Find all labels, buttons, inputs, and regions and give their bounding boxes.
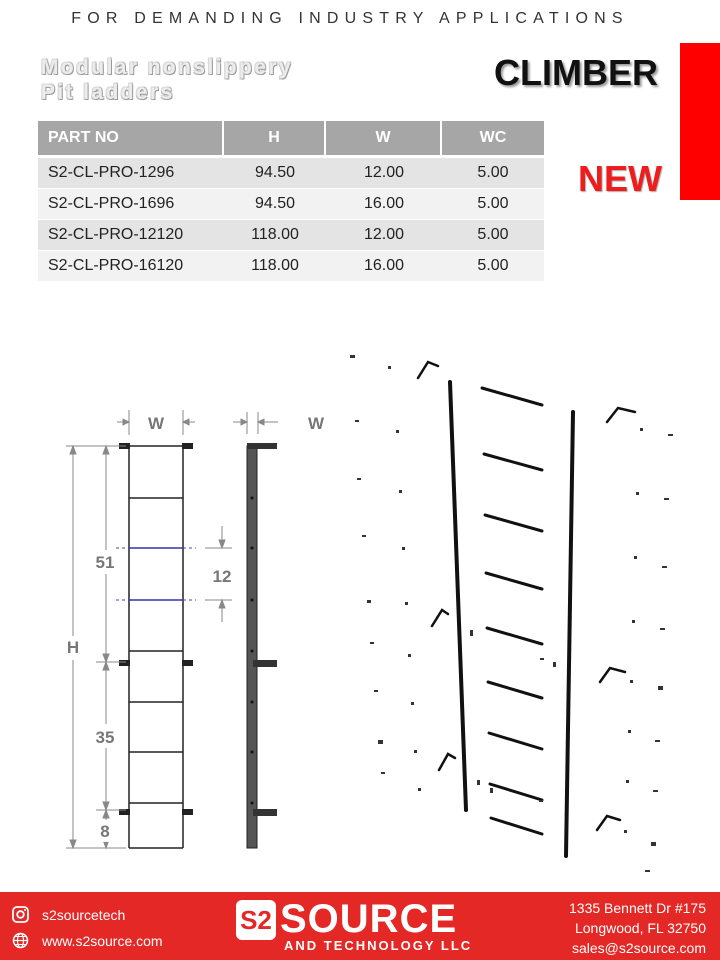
ladder-technical-drawing [0, 330, 720, 885]
height-cell: 118.00 [224, 251, 326, 282]
wc-cell: 5.00 [442, 251, 544, 282]
spec-table [38, 121, 544, 282]
part-number-cell: S2-CL-PRO-1696 [38, 189, 224, 220]
width-cell: 12.00 [326, 158, 442, 189]
website-url: www.s2source.com [42, 933, 163, 949]
part-number-cell: S2-CL-PRO-12120 [38, 220, 224, 251]
address-city: Longwood, FL 32750 [574, 920, 706, 936]
instagram-icon [12, 906, 29, 923]
company-logo [236, 897, 473, 956]
ladder-side-view [247, 443, 277, 848]
part-number-cell: S2-CL-PRO-16120 [38, 251, 224, 282]
column-header-wc: WC [442, 121, 544, 158]
wc-cell: 5.00 [442, 189, 544, 220]
page-subtitle [41, 55, 293, 105]
side-width-dimension [233, 412, 278, 434]
subtitle-line-2: Pit ladders [41, 81, 175, 104]
logo-subtitle: AND TECHNOLOGY LLC [284, 938, 473, 953]
globe-icon [12, 932, 29, 949]
company-address [569, 898, 706, 958]
width-cell: 16.00 [326, 189, 442, 220]
subtitle-line-1: Modular nonslippery [41, 56, 294, 79]
middle-section-dimension: 35 [95, 728, 115, 747]
wc-cell: 5.00 [442, 220, 544, 251]
side-width-label: W [308, 414, 325, 433]
height-cell: 94.50 [224, 189, 326, 220]
front-brackets [119, 443, 193, 815]
ladder-front-view [129, 446, 183, 848]
logo-mark: S2 [236, 900, 276, 940]
table-row [38, 189, 544, 220]
header-tagline: FOR DEMANDING INDUSTRY APPLICATIONS [71, 10, 629, 27]
footer-bar [0, 892, 720, 960]
width-cell: 16.00 [326, 251, 442, 282]
exploded-hardware-dots [350, 355, 673, 872]
rung-spacing-guides [116, 548, 196, 600]
table-row [38, 158, 544, 189]
column-header-part-no: PART NO [38, 121, 224, 158]
height-cell: 94.50 [224, 158, 326, 189]
new-badge: NEW [578, 158, 662, 199]
product-title: CLIMBER [494, 52, 658, 93]
contact-email[interactable]: sales@s2source.com [571, 940, 706, 956]
instagram-handle: s2sourcetech [42, 907, 126, 923]
width-cell: 12.00 [326, 220, 442, 251]
red-accent-bar [680, 43, 720, 200]
part-number-cell: S2-CL-PRO-1296 [38, 158, 224, 189]
table-row [38, 220, 544, 251]
height-cell: 118.00 [224, 220, 326, 251]
height-label: H [66, 638, 80, 657]
table-row [38, 251, 544, 282]
spec-table-header-row [38, 121, 544, 158]
wc-cell: 5.00 [442, 158, 544, 189]
rung-spacing-label: 12 [212, 567, 232, 586]
lower-section-dimension: 8 [100, 822, 110, 841]
column-header-w: W [326, 121, 442, 158]
column-header-h: H [224, 121, 326, 158]
address-street: 1335 Bennett Dr #175 [569, 900, 706, 916]
front-width-label: W [147, 414, 165, 433]
logo-wordmark: SOURCE [280, 897, 458, 941]
upper-section-dimension: 51 [95, 553, 115, 572]
ladder-exploded-view [418, 362, 635, 856]
